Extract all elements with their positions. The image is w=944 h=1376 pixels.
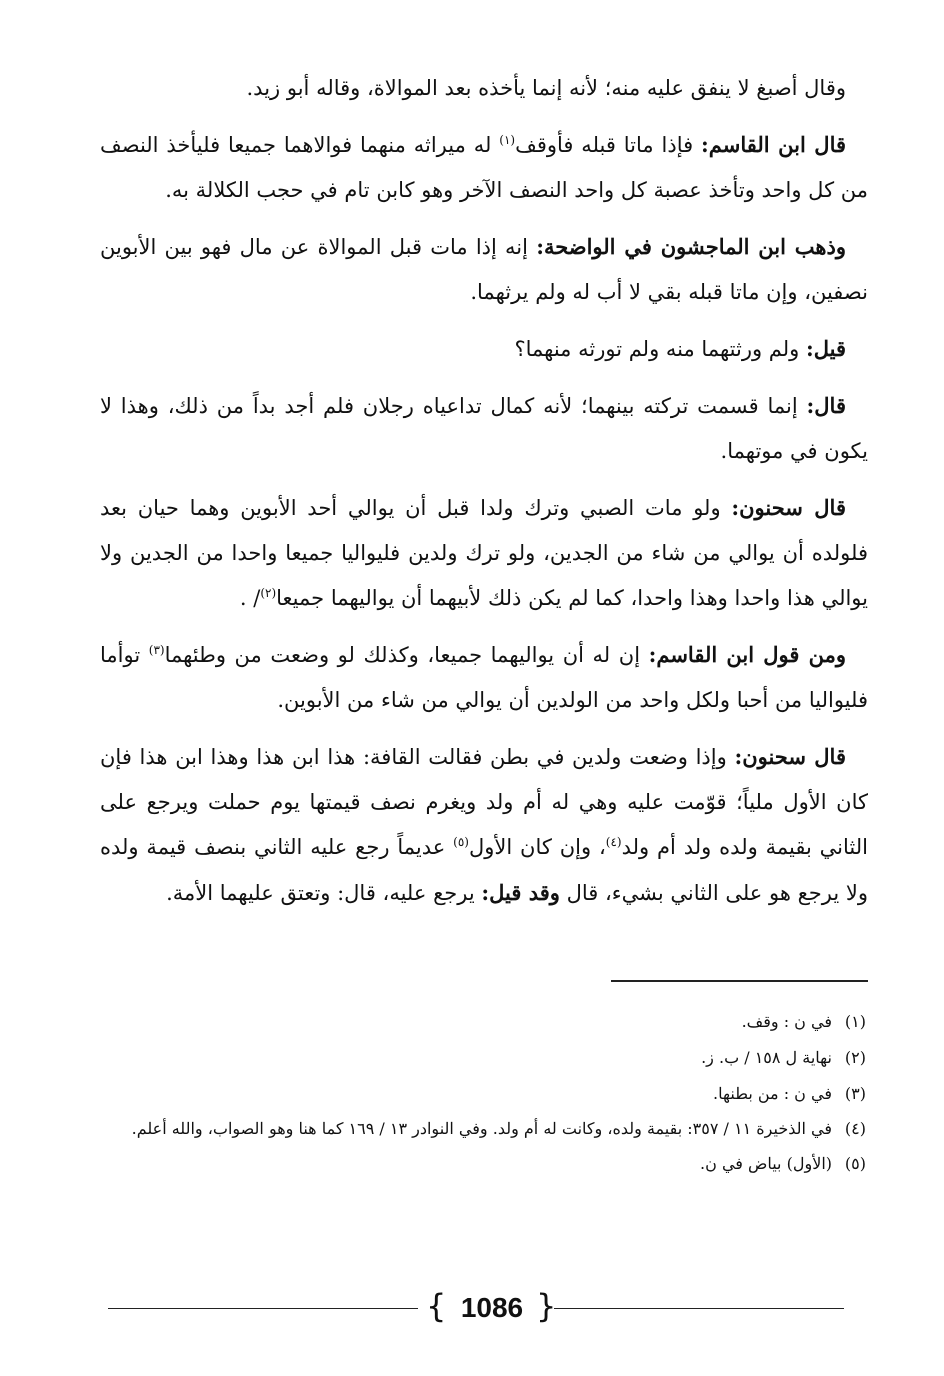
footnote-4 <box>110 1112 866 1146</box>
footnote-ref-4: (٤) <box>605 835 622 849</box>
footnotes <box>110 1004 866 1182</box>
footnote-number: (٣) <box>844 1084 866 1103</box>
footer-bracket-left: { <box>426 1287 447 1325</box>
main-text <box>100 66 868 927</box>
footnote-text: في ن : من بطنها. <box>713 1084 832 1103</box>
footer-bracket-right: } <box>536 1287 557 1325</box>
paragraph-text: إن له أن يواليهما جميعا، وكذلك لو وضعت من وطئهما <box>164 643 649 667</box>
paragraph-lead: قيل: <box>805 336 846 361</box>
footnote-divider <box>611 980 868 982</box>
paragraph-lead: ومن قول ابن القاسم: <box>648 642 846 667</box>
paragraph-5 <box>100 383 868 474</box>
footnote-text: في الذخيرة ١١ / ٣٥٧: بقيمة ولده، وكانت له أم ولد. وفي النوادر ١٣ / ١٦٩ كما هنا وهو الصواب، والله أعلم. <box>131 1119 832 1138</box>
paragraph-text-tail-2: عديماً رجع عليه الثاني بنصف قيمة ولده ولا يرجع هو على الثاني بشيء، قال <box>100 835 868 905</box>
paragraph-text: وقال أصبغ لا ينفق عليه منه؛ لأنه إنما يأخذه بعد الموالاة، وقاله أبو زيد. <box>246 76 846 100</box>
footer-rule-left <box>108 1308 418 1309</box>
footnote-number: (٢) <box>844 1048 866 1067</box>
footnote-text: في ن : وقف. <box>741 1012 832 1031</box>
footnote-5 <box>110 1146 866 1182</box>
page-number: 1086 <box>460 1292 524 1323</box>
paragraph-text: ولم ورثتهما منه ولم تورثه منهما؟ <box>514 337 806 361</box>
paragraph-lead-2: وقد قيل: <box>481 880 560 905</box>
paragraph-text-tail: / . <box>239 586 261 610</box>
paragraph-text-tail: توأما فليواليا من أحبا ولكل واحد من الولدين أن يوالي من شاء من الأبوين. <box>100 643 868 712</box>
footnote-ref-1: (١) <box>499 133 516 147</box>
paragraph-3 <box>100 224 868 315</box>
paragraph-lead: قال: <box>806 393 846 418</box>
paragraph-lead: وذهب ابن الماجشون في الواضحة: <box>536 234 846 259</box>
footnote-number: (٤) <box>844 1119 866 1138</box>
paragraph-text: إنما قسمت تركته بينهما؛ لأنه كمال تداعياه رجلان فلم أجد بداً من ذلك، وهذا لا يكون في موتهما. <box>100 394 868 463</box>
page-footer <box>108 1284 844 1334</box>
footnote-number: (١) <box>844 1012 866 1031</box>
footnote-text: نهاية ل ١٥٨ / ب. ز. <box>701 1048 832 1067</box>
paragraph-text-tail-3: يرجع عليه، قال: وتعتق عليهما الأمة. <box>166 881 482 905</box>
footnote-text: (الأول) بياض في ن. <box>700 1154 832 1173</box>
paragraph-text-tail: له ميراثه منهما فوالاهما جميعا فليأخذ النصف من كل واحد وتأخذ عصبة كل واحد النصف الآخر وهو كابن تام في حجب الكلالة به. <box>100 133 868 202</box>
footnote-1 <box>110 1004 866 1040</box>
paragraph-text: وإذا وضعت ولدين في بطن فقالت القافة: هذا ابن هذا وهذا ابن هذا فإن كان الأول ملياً؛ قوّمت عليه وهي له أم ولد ويغرم نصف قيمتها يوم حملت ويرجع على الثاني بقيمة ولده ولد أم ولد <box>100 745 868 859</box>
footer-rule-right <box>554 1308 844 1309</box>
paragraph-1 <box>100 66 868 111</box>
paragraph-8 <box>100 734 868 916</box>
paragraph-text: فإذا ماتا قبله فأوقف <box>515 133 702 157</box>
paragraph-lead: قال سحنون: <box>734 744 846 769</box>
footnote-ref-5: (٥) <box>453 835 469 849</box>
paragraph-lead: قال ابن القاسم: <box>701 132 847 157</box>
paragraph-text: إنه إذا مات قبل الموالاة عن مال فهو بين الأبوين نصفين، وإن ماتا قبله بقي لا أب له ولم يرثهما. <box>100 235 868 304</box>
paragraph-6 <box>100 485 868 621</box>
paragraph-text-tail: ، وإن كان الأول <box>468 835 606 859</box>
paragraph-text: ولو مات الصبي وترك ولدا قبل أن يوالي أحد الأبوين وهما حيان بعد فلولده أن يوالي من شاء من الجدين، ولو ترك ولدين فليواليا جميعا واحدا من الجدين ولا يوالي هذا واحدا وهذا واحدا، كما لم يكن ذلك لأبيهما أن يواليهما جميعا <box>100 496 868 610</box>
footnote-2 <box>110 1040 866 1076</box>
footnote-number: (٥) <box>844 1154 866 1173</box>
paragraph-4 <box>100 326 868 372</box>
footnote-ref-3: (٣) <box>148 643 165 657</box>
paragraph-7 <box>100 632 868 723</box>
footnote-3 <box>110 1076 866 1112</box>
paragraph-2 <box>100 122 868 213</box>
footnote-ref-2: (٢) <box>260 586 277 600</box>
paragraph-lead: قال سحنون: <box>731 495 846 520</box>
